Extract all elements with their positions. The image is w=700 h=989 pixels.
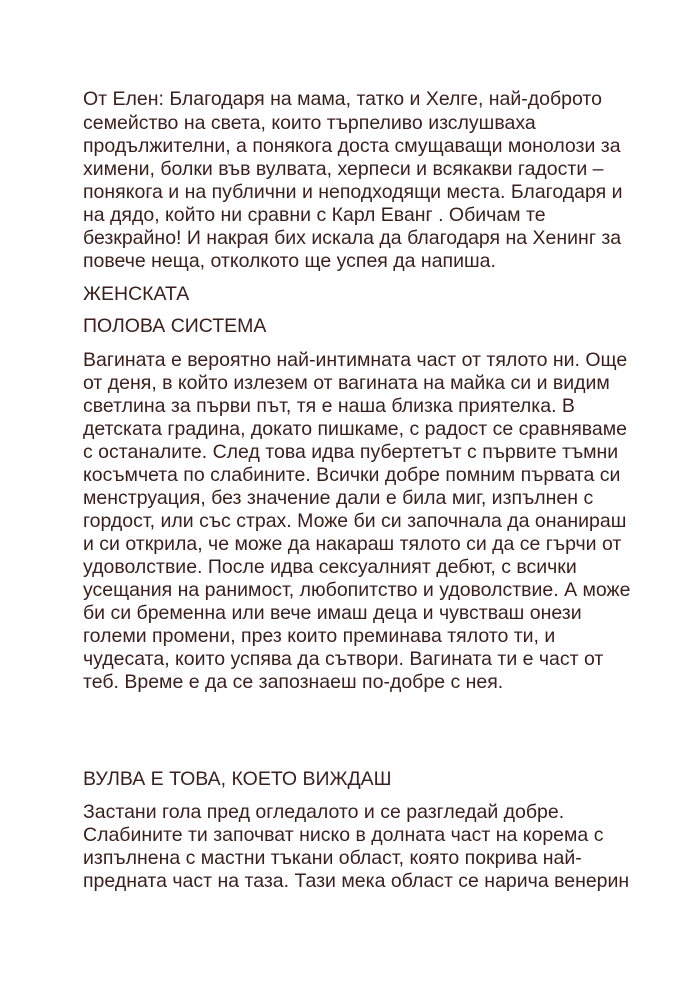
text-line: гордост, или със страх. Може би си започнала да онанираш: [83, 510, 627, 532]
section-heading: ЖЕНСКАТА: [83, 283, 190, 305]
text-line: Застани гола пред огледалото и се разгледай добре.: [83, 801, 565, 823]
text-line: повече неща, отколкото ще успея да напиша.: [83, 250, 496, 272]
text-line: от деня, в който излезем от вагината на майка си и видим: [83, 372, 610, 394]
text-line: теб. Време е да се запознаеш по-добре с нея.: [83, 671, 504, 693]
text-line: детската градина, докато пишкаме, с радост се сравняваме: [83, 418, 628, 440]
text-line: изпълнена с мастни тъкани област, която покрива най-: [83, 847, 582, 869]
text-line: От Елен: Благодаря на мама, татко и Хелге, най-доброто: [83, 88, 602, 110]
text-line: менструация, без значение дали е била миг, изпълнен с: [83, 487, 594, 509]
text-line: с останалите. След това идва пубертетът с първите тъмни: [83, 441, 619, 463]
section-heading: ПОЛОВА СИСТЕМА: [83, 315, 267, 337]
text-line: семейство на света, които търпеливо изслушваха: [83, 112, 536, 134]
text-line: би си бременна или вече имаш деца и чувстваш онези: [83, 602, 582, 624]
text-line: безкрайно! И накрая бих искала да благодаря на Хенинг за: [83, 227, 622, 249]
text-line: големи промени, през които преминава тялото ти, и: [83, 625, 556, 647]
text-line: Вагината е вероятно най-интимната част от тялото ни. Още: [83, 349, 628, 371]
section-heading: ВУЛВА Е ТОВА, КОЕТО ВИЖДАШ: [83, 768, 392, 790]
text-line: усещания на ранимост, любопитство и удоволствие. А може: [83, 579, 631, 601]
text-line: Слабините ти започват ниско в долната част на корема с: [83, 824, 604, 846]
text-line: понякога и на публични и неподходящи места. Благодаря и: [83, 181, 623, 203]
text-line: светлина за първи път, тя е наша близка приятелка. В: [83, 395, 575, 417]
text-line: чудесата, които успява да сътвори. Вагината ти е част от: [83, 648, 604, 670]
text-line: химени, болки във вулвата, херпеси и всякакви гадости –: [83, 158, 604, 180]
text-line: продължителни, а понякога доста смущаващи монолози за: [83, 135, 621, 157]
text-line: на дядо, който ни сравни с Карл Еванг . Обичам те: [83, 204, 546, 226]
text-line: предната част на таза. Тази мека област се нарича венерин: [83, 870, 630, 892]
text-line: косъмчета по слабините. Всички добре помним първата си: [83, 464, 621, 486]
text-line: удоволствие. После идва сексуалният дебют, с всички: [83, 556, 577, 578]
text-line: и си открила, че може да накараш тялото си да се гърчи от: [83, 533, 622, 555]
